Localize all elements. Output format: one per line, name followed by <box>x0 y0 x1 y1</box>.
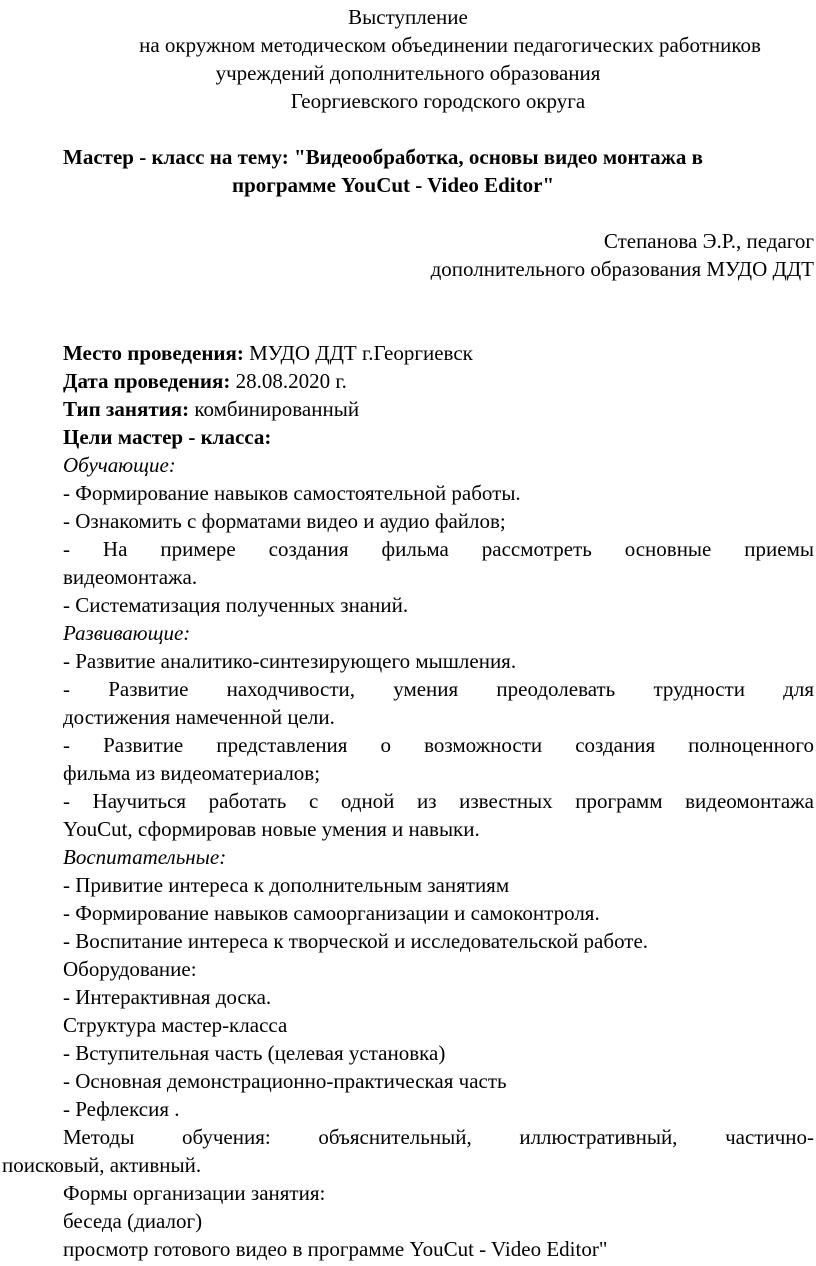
header-line-4: Георгиевского городского округа <box>290 89 586 113</box>
edu-goal-3a: - На примере создания фильма рассмотреть основные приемы <box>63 537 814 561</box>
info-date <box>63 367 347 395</box>
author-line-1: Степанова Э.Р., педагог <box>603 229 814 253</box>
place-label: Место проведения: <box>63 341 244 365</box>
methods-line-1: Методы обучения: объяснительный, иллюстративный, частично- <box>63 1125 814 1149</box>
forms-item-1: беседа (диалог) <box>63 1209 203 1233</box>
edu-goal-3b: видеомонтажа. <box>63 565 198 589</box>
forms-item-2: просмотр готового видео в программе YouCut - Video Editor" <box>63 1237 608 1261</box>
info-place <box>63 339 473 367</box>
equipment-item-1: - Интерактивная доска. <box>63 985 272 1009</box>
structure-item-3: - Рефлексия . <box>63 1097 180 1121</box>
type-value: комбинированный <box>189 397 360 421</box>
forms-label: Формы организации занятия: <box>63 1181 326 1205</box>
place-value: МУДО ДДТ г.Георгиевск <box>243 341 473 365</box>
dev-goal-2b: достижения намеченной цели. <box>63 705 335 729</box>
date-value: 28.08.2020 г. <box>230 369 347 393</box>
header-line-3: учреждений дополнительного образования <box>215 61 601 85</box>
structure-item-1: - Вступительная часть (целевая установка) <box>63 1041 446 1065</box>
dev-goal-4b: YouCut, сформировав новые умения и навыки. <box>63 817 480 841</box>
up-goal-3: - Воспитание интереса к творческой и исследовательской работе. <box>63 929 649 953</box>
info-type <box>63 395 359 423</box>
edu-goals-label: Обучающие: <box>63 453 176 477</box>
dev-goal-3a: - Развитие представления о возможности создания полноценного <box>63 733 814 757</box>
up-goal-1: - Привитие интереса к дополнительным занятиям <box>63 873 510 897</box>
header-line-1: Выступление <box>348 5 468 29</box>
edu-goal-4: - Систематизация полученных знаний. <box>63 593 409 617</box>
methods-line-2: поисковый, активный. <box>2 1153 202 1177</box>
dev-goal-1: - Развитие аналитико-синтезирующего мышления. <box>63 649 517 673</box>
date-label: Дата проведения: <box>63 369 231 393</box>
up-goals-label: Воспитательные: <box>63 845 227 869</box>
dev-goal-2a: - Развитие находчивости, умения преодолевать трудности для <box>63 677 814 701</box>
header-line-2: на окружном методическом объединении педагогических работников <box>139 33 761 57</box>
edu-goal-2: - Ознакомить с форматами видео и аудио файлов; <box>63 509 506 533</box>
dev-goals-label: Развивающие: <box>63 621 191 645</box>
dev-goal-4a: - Научиться работать с одной из известных программ видеомонтажа <box>63 789 814 813</box>
edu-goal-1: - Формирование навыков самостоятельной работы. <box>63 481 521 505</box>
up-goal-2: - Формирование навыков самоорганизации и самоконтроля. <box>63 901 600 925</box>
title-line-1: Мастер - класс на тему: "Видеообработка, основы видео монтажа в <box>63 145 703 169</box>
structure-item-2: - Основная демонстрационно-практическая часть <box>63 1069 507 1093</box>
structure-label: Структура мастер-класса <box>63 1013 288 1037</box>
type-label: Тип занятия: <box>63 397 190 421</box>
equipment-label: Оборудование: <box>63 957 197 981</box>
goals-heading: Цели мастер - класса: <box>63 425 272 449</box>
title-line-2: программе YouCut - Video Editor" <box>232 173 555 197</box>
author-line-2: дополнительного образования МУДО ДДТ <box>430 257 814 281</box>
dev-goal-3b: фильма из видеоматериалов; <box>63 761 321 785</box>
